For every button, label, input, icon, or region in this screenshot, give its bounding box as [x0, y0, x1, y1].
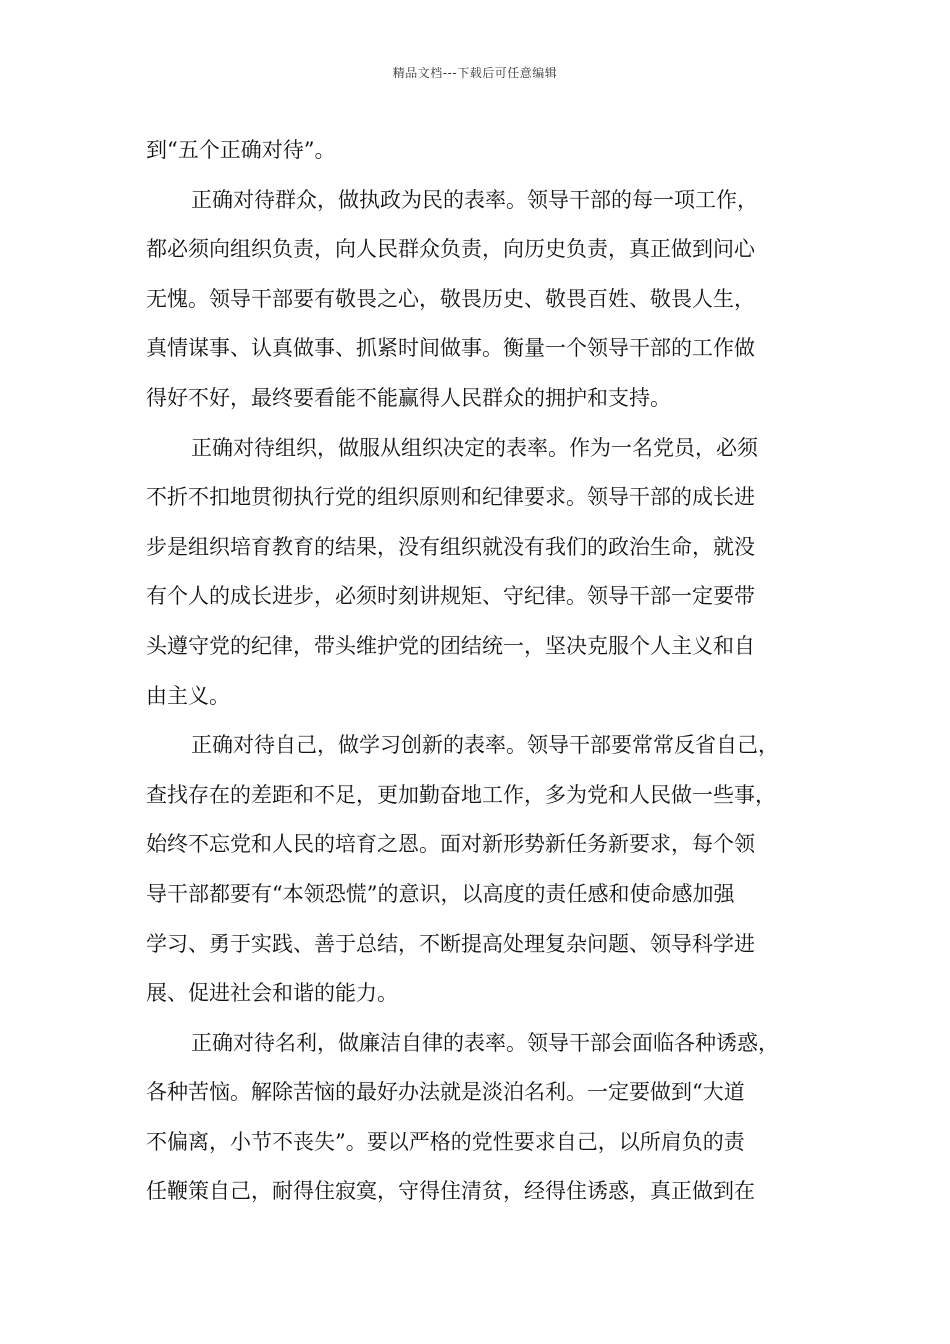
text-line: 步是组织培育教育的结果，没有组织就没有我们的政治生命，就没: [146, 534, 755, 559]
text-line: 各种苦恼。解除苦恼的最好办法就是淡泊名利。一定要做到“大道: [146, 1080, 745, 1105]
text-line: 任鞭策自己，耐得住寂寞，守得住清贫，经得住诱惑，真正做到在: [146, 1179, 755, 1204]
text-line: 不折不扣地贯彻执行党的组织原则和纪律要求。领导干部的成长进: [146, 485, 755, 510]
text-line: 由主义。: [146, 683, 230, 708]
text-line: 无愧。领导干部要有敬畏之心，敬畏历史、敬畏百姓、敬畏人生，: [146, 286, 755, 311]
document-body: [146, 126, 836, 1217]
text-line: 有个人的成长进步，必须时刻讲规矩、守纪律。领导干部一定要带: [146, 584, 755, 609]
text-line: 真情谋事、认真做事、抓紧时间做事。衡量一个领导干部的工作做: [146, 336, 755, 361]
text-line: 展、促进社会和谐的能力。: [146, 981, 398, 1006]
paragraph-start-line: 正确对待自己，做学习创新的表率。领导干部要常常反省自己，: [191, 733, 779, 758]
paragraph-start-line: 正确对待组织，做服从组织决定的表率。作为一名党员，必须: [191, 435, 758, 460]
text-line: 不偏离，小节不丧失”。要以严格的党性要求自己，以所肩负的责: [146, 1129, 745, 1154]
text-line: 到“五个正确对待”。: [146, 138, 336, 162]
text-line: 都必须向组织负责，向人民群众负责，向历史负责，真正做到问心: [146, 237, 755, 262]
paragraph-start-line: 正确对待名利，做廉洁自律的表率。领导干部会面临各种诱惑，: [191, 1030, 779, 1055]
text-line: 查找存在的差距和不足，更加勤奋地工作，多为党和人民做一些事，: [146, 782, 776, 807]
paragraph-start-line: 正确对待群众，做执政为民的表率。领导干部的每一项工作，: [191, 187, 758, 212]
text-line: 始终不忘党和人民的培育之恩。面对新形势新任务新要求，每个领: [146, 832, 755, 857]
text-line: 学习、勇于实践、善于总结，不断提高处理复杂问题、领导科学进: [146, 931, 755, 956]
text-line: 得好不好，最终要看能不能赢得人民群众的拥护和支持。: [146, 385, 671, 410]
text-line: 头遵守党的纪律，带头维护党的团结统一，坚决克服个人主义和自: [146, 633, 755, 658]
text-line: 导干部都要有“本领恐慌”的意识，以高度的责任感和使命感加强: [146, 881, 735, 906]
page-header: 精品文档---下载后可任意编辑: [392, 66, 558, 80]
